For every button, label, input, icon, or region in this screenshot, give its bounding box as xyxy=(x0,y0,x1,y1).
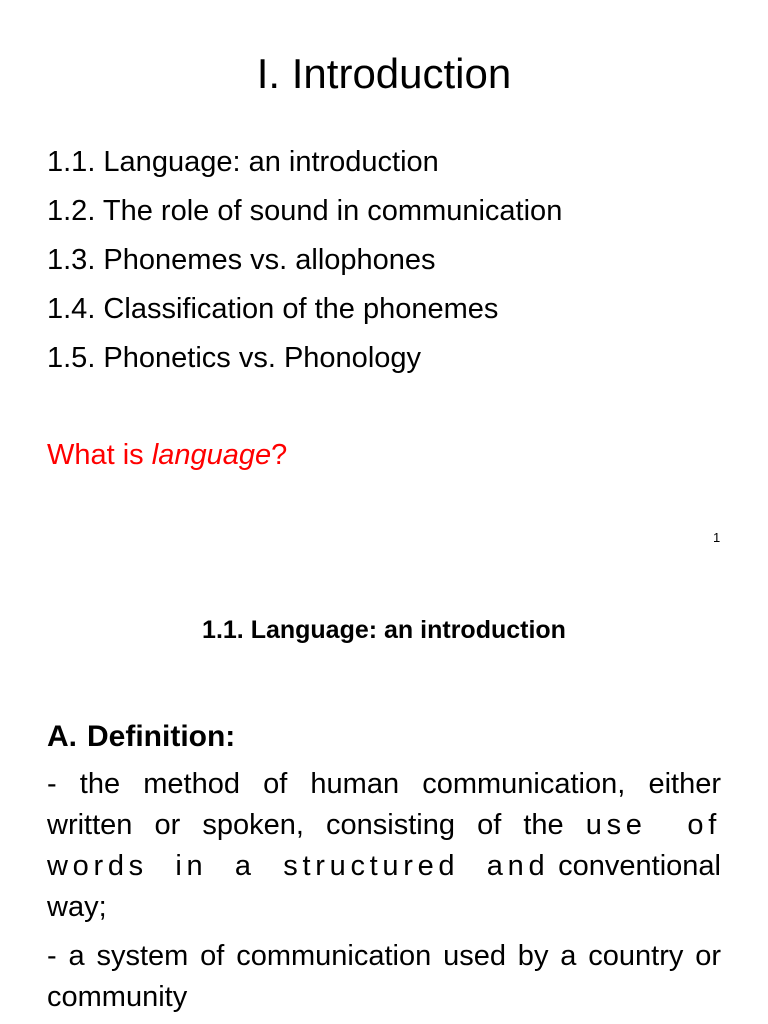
toc-item: 1.1. Language: an introduction xyxy=(47,146,439,178)
page-number: 1 xyxy=(713,530,721,545)
question-prefix: What is xyxy=(47,439,152,471)
heading-text: Definition: xyxy=(87,720,236,753)
definition-line-spaced: use of words in a structured and xyxy=(47,809,721,882)
question-suffix: ? xyxy=(271,439,288,471)
table-of-contents xyxy=(47,138,562,383)
definition-paragraph: - a system of communication used by a country or community xyxy=(47,940,721,1013)
definition-line: - the method of human communication, either written or spoken, consisting of the xyxy=(47,768,721,841)
section-title: 1.1. Language: an introduction xyxy=(202,616,566,644)
toc-item: 1.5. Phonetics vs. Phonology xyxy=(47,342,422,374)
question-emphasis: language xyxy=(151,439,272,471)
definition-heading xyxy=(47,716,235,758)
slide-title: I. Introduction xyxy=(256,50,512,97)
definition-line: conventional way; xyxy=(47,850,721,923)
definition-paragraph xyxy=(47,764,721,928)
toc-item: 1.3. Phonemes vs. allophones xyxy=(47,244,436,276)
question-text xyxy=(47,433,287,477)
toc-item: 1.4. Classification of the phonemes xyxy=(47,293,499,325)
heading-letter: A. xyxy=(47,720,77,753)
toc-item: 1.2. The role of sound in communication xyxy=(47,195,563,227)
